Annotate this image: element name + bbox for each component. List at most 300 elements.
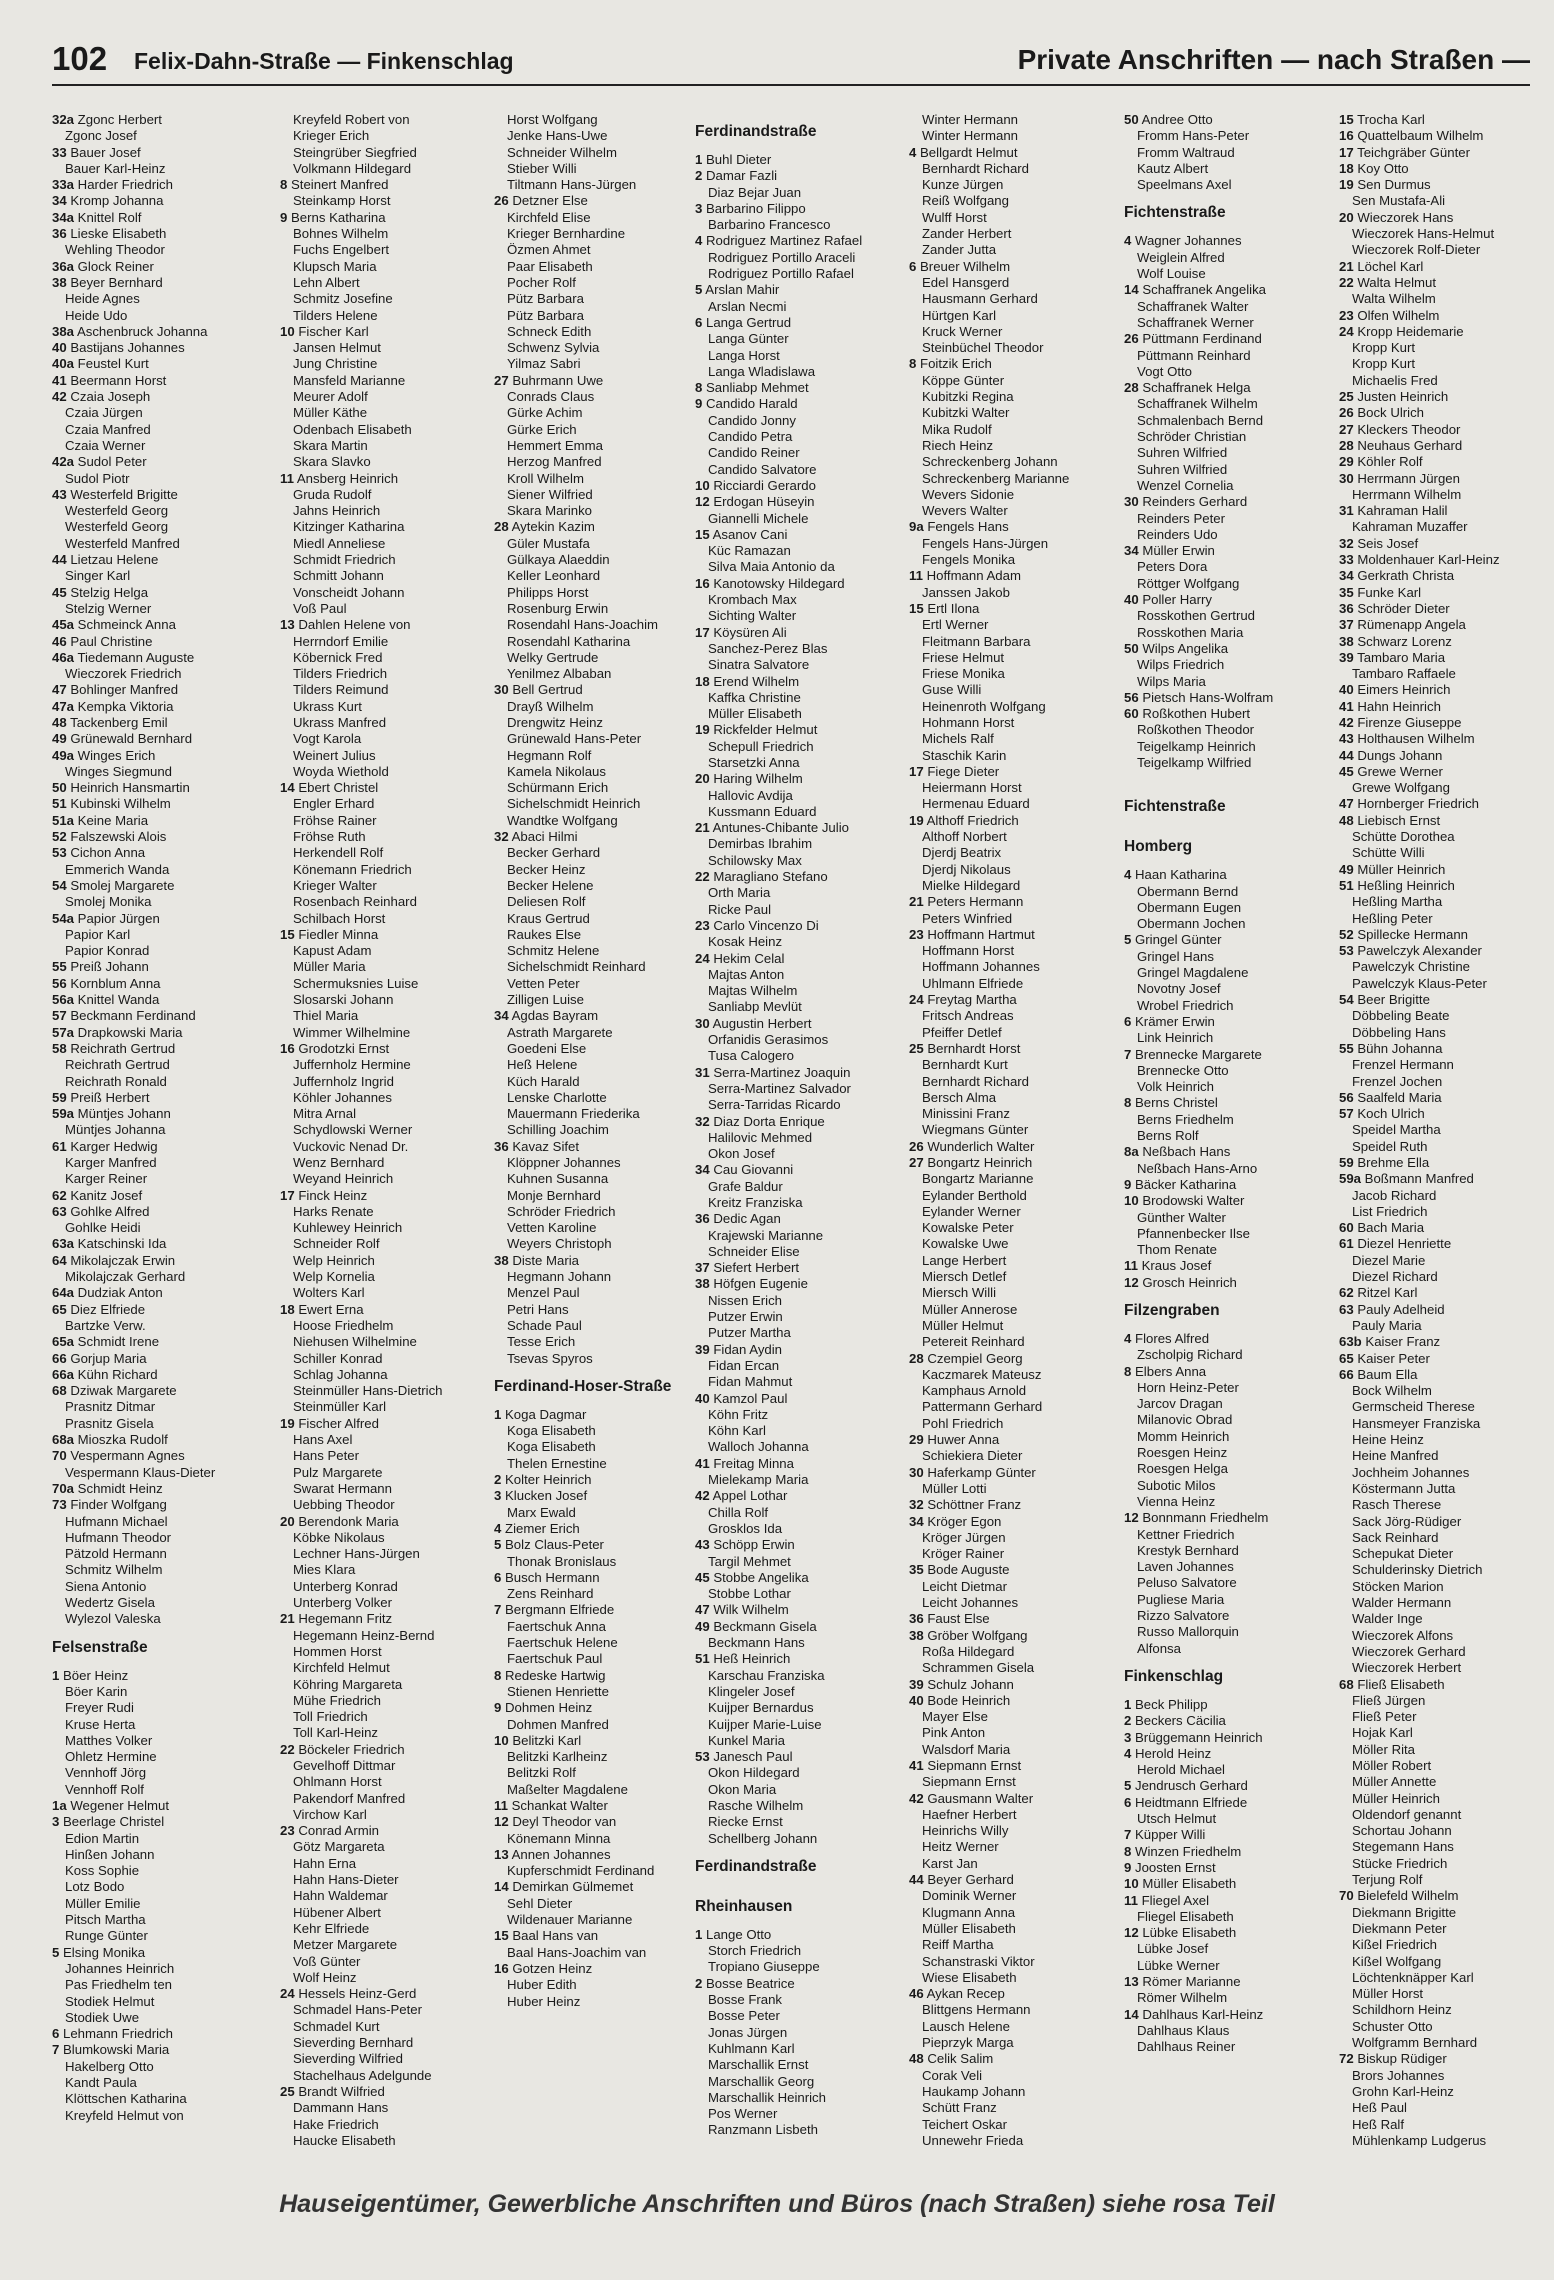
- list-item: [695, 1831, 900, 1847]
- list-item: [280, 1791, 485, 1807]
- resident-name: Schröder Dieter: [1353, 600, 1450, 616]
- list-item: [1124, 1909, 1329, 1925]
- house-number: 9: [494, 1700, 502, 1716]
- resident-name: Aytekin Kazim: [508, 519, 595, 535]
- resident-name: Hegemann Fritz: [294, 1611, 393, 1627]
- list-item: [280, 1465, 485, 1481]
- list-item: [494, 1008, 699, 1024]
- list-item: [494, 145, 699, 161]
- resident-name: Momm Heinrich: [1137, 1428, 1230, 1444]
- resident-name: Gringel Hans: [1137, 948, 1214, 964]
- resident-name: Majtas Anton: [708, 966, 785, 982]
- house-number: 28: [1339, 437, 1354, 453]
- list-item: [494, 1041, 699, 1057]
- list-item: [1339, 1399, 1544, 1415]
- list-item: [52, 1945, 257, 1961]
- house-number: 4: [909, 144, 917, 160]
- list-item: [695, 445, 900, 461]
- resident-name: Blittgens Hermann: [922, 2002, 1031, 2018]
- resident-name: Mauermann Friederika: [507, 1106, 640, 1122]
- list-item: [280, 731, 485, 747]
- resident-name: Erdogan Hüseyin: [709, 494, 815, 510]
- resident-name: Mansfeld Marianne: [293, 372, 406, 388]
- house-number: 39: [909, 1676, 924, 1692]
- house-number: 15: [494, 1928, 509, 1944]
- list-item: [695, 299, 900, 315]
- list-item: [280, 1269, 485, 1285]
- resident-name: Antunes-Chibante Julio: [709, 820, 849, 836]
- list-item: [695, 576, 900, 592]
- house-number: 2: [695, 1975, 703, 1991]
- list-item: [1339, 193, 1544, 209]
- list-item: [1124, 1608, 1329, 1624]
- list-item: [280, 1644, 485, 1660]
- list-item: [52, 1798, 257, 1814]
- list-item: [52, 1579, 257, 1595]
- list-item: [52, 308, 257, 324]
- resident-name: Lange Otto: [702, 1926, 772, 1942]
- list-item: [52, 682, 257, 698]
- list-item: [695, 396, 900, 412]
- house-number: 23: [695, 917, 710, 933]
- list-item: [494, 1269, 699, 1285]
- list-item: [52, 1514, 257, 1530]
- house-number: 57a: [52, 1024, 75, 1040]
- list-item: [494, 1765, 699, 1781]
- list-item: [494, 585, 699, 601]
- resident-name: Sudol Piotr: [65, 470, 130, 486]
- list-item: [280, 161, 485, 177]
- list-item: [280, 2002, 485, 2018]
- resident-name: Langa Gertrud: [702, 314, 792, 330]
- list-item: [52, 1432, 257, 1448]
- list-item: [1339, 813, 1544, 829]
- house-number: 11: [909, 568, 923, 584]
- list-item: [1124, 900, 1329, 916]
- list-item: [52, 503, 257, 519]
- house-number: 26: [1124, 331, 1139, 347]
- resident-name: Haukamp Johann: [922, 2083, 1026, 2099]
- list-item: [1124, 998, 1329, 1014]
- resident-name: Baum Ella: [1353, 1366, 1418, 1382]
- resident-name: Dedic Agan: [709, 1211, 781, 1227]
- resident-name: Schepukat Dieter: [1352, 1546, 1454, 1562]
- resident-name: Brodowski Walter: [1138, 1193, 1245, 1209]
- street-heading: Homberg: [1124, 838, 1193, 856]
- house-number: 34: [52, 193, 67, 209]
- list-item: [1339, 1921, 1544, 1937]
- list-item: [52, 1025, 257, 1041]
- list-item: [52, 585, 257, 601]
- list-item: [909, 1791, 1114, 1807]
- resident-name: Kaiser Peter: [1353, 1350, 1430, 1366]
- list-item: [494, 1351, 699, 1367]
- resident-name: Krämer Erwin: [1131, 1013, 1215, 1029]
- resident-name: Zander Jutta: [922, 242, 997, 258]
- house-number: 6: [1124, 1013, 1132, 1029]
- resident-name: Klucken Josef: [501, 1488, 588, 1504]
- list-item: [695, 1293, 900, 1309]
- list-item: [280, 487, 485, 503]
- house-number: 68a: [52, 1432, 75, 1448]
- resident-name: Steinmüller Karl: [293, 1399, 387, 1415]
- resident-name: Fengels Monika: [922, 552, 1016, 568]
- house-number: 26: [909, 1138, 924, 1154]
- list-item: [280, 422, 485, 438]
- list-item: [494, 1863, 699, 1879]
- list-item: [909, 1302, 1114, 1318]
- resident-name: Tilders Reimund: [293, 682, 389, 698]
- house-number: 12: [695, 494, 710, 510]
- list-item: [909, 275, 1114, 291]
- house-number: 31: [1339, 503, 1354, 519]
- resident-name: Jonas Jürgen: [708, 2024, 788, 2040]
- list-item: [1339, 1791, 1544, 1807]
- list-item: [1339, 650, 1544, 666]
- resident-name: Bach Maria: [1353, 1220, 1425, 1236]
- list-item: [695, 1309, 900, 1325]
- resident-name: Cichon Anna: [66, 845, 146, 861]
- house-number: 68: [52, 1383, 67, 1399]
- resident-name: Reinders Gerhard: [1138, 494, 1248, 510]
- house-number: 24: [909, 992, 924, 1008]
- resident-name: Kamphaus Arnold: [922, 1383, 1027, 1399]
- resident-name: Prasnitz Ditmar: [65, 1399, 156, 1415]
- house-number: 8a: [1124, 1144, 1139, 1160]
- list-item: [1339, 1008, 1544, 1024]
- resident-name: Kreyfeld Helmut von: [65, 2107, 184, 2123]
- resident-name: Hinßen Johann: [65, 1846, 155, 1862]
- list-item: [494, 1733, 699, 1749]
- resident-name: Elsing Monika: [59, 1944, 146, 1960]
- house-number: 66a: [52, 1366, 75, 1382]
- list-item: [909, 1954, 1114, 1970]
- list-item: [1339, 487, 1544, 503]
- resident-name: Langa Wladislawa: [708, 363, 816, 379]
- resident-name: Gruda Rudolf: [293, 486, 372, 502]
- list-item: [494, 1423, 699, 1439]
- list-item: [909, 911, 1114, 927]
- list-item: [52, 1139, 257, 1155]
- list-item: [909, 1188, 1114, 1204]
- resident-name: Vennhoff Rolf: [65, 1781, 144, 1797]
- house-number: 37: [695, 1260, 710, 1276]
- resident-name: Wagner Johannes: [1131, 233, 1242, 249]
- list-item: [52, 796, 257, 812]
- resident-name: Volk Heinrich: [1137, 1079, 1214, 1095]
- resident-name: Köhn Fritz: [708, 1406, 769, 1422]
- list-item: [695, 1554, 900, 1570]
- list-item: [695, 1456, 900, 1472]
- house-number: 61: [52, 1138, 67, 1154]
- list-item: [494, 340, 699, 356]
- list-item: [1124, 331, 1329, 347]
- house-number: 4: [695, 233, 703, 249]
- list-item: [52, 829, 257, 845]
- resident-name: Bock Wilhelm: [1352, 1383, 1432, 1399]
- resident-name: Becker Heinz: [507, 861, 586, 877]
- list-item: [695, 494, 900, 510]
- house-number: 9: [1124, 1176, 1132, 1192]
- resident-name: Kroll Wilhelm: [507, 470, 584, 486]
- resident-name: Bernhardt Richard: [922, 160, 1030, 176]
- resident-name: Sen Mustafa-Ali: [1352, 193, 1446, 209]
- resident-name: Okon Hildegard: [708, 1765, 800, 1781]
- resident-name: Schulderinsky Dietrich: [1352, 1562, 1483, 1578]
- resident-name: Pattermann Gerhard: [922, 1399, 1043, 1415]
- resident-name: Kröger Rainer: [922, 1546, 1005, 1562]
- list-item: [909, 1758, 1114, 1774]
- list-item: [1124, 641, 1329, 657]
- list-item: [52, 226, 257, 242]
- list-item: [1339, 1839, 1544, 1855]
- resident-name: Bernhardt Kurt: [922, 1057, 1008, 1073]
- list-item: [909, 1628, 1114, 1644]
- list-item: [52, 1700, 257, 1716]
- house-number: 5: [1124, 1778, 1132, 1794]
- resident-name: Fromm Waltraud: [1137, 144, 1235, 160]
- resident-name: Lenske Charlotte: [507, 1089, 607, 1105]
- house-number: 10: [695, 477, 710, 493]
- resident-name: Knittel Wanda: [74, 992, 160, 1008]
- house-number: 29: [909, 1432, 924, 1448]
- list-item: [280, 1204, 485, 1220]
- list-item: [280, 1220, 485, 1236]
- resident-name: Fidan Aydin: [709, 1341, 783, 1357]
- house-number: 62: [1339, 1285, 1354, 1301]
- list-item: [280, 454, 485, 470]
- resident-name: Bühn Johanna: [1353, 1040, 1443, 1056]
- resident-name: Miersch Willi: [922, 1285, 996, 1301]
- house-number: 63b: [1339, 1334, 1362, 1350]
- list-item: [695, 1374, 900, 1390]
- resident-name: Zgonc Herbert: [74, 112, 162, 127]
- list-item: [52, 1611, 257, 1627]
- resident-name: Neßbach Hans-Arno: [1137, 1160, 1258, 1176]
- resident-name: Kaiser Franz: [1361, 1334, 1441, 1350]
- resident-name: Hake Friedrich: [293, 2116, 379, 2132]
- resident-name: Aykan Recep: [923, 1986, 1005, 2002]
- resident-name: Bock Ulrich: [1353, 405, 1425, 421]
- house-number: 51: [52, 796, 67, 812]
- list-item: [280, 1351, 485, 1367]
- list-item: [1124, 494, 1329, 510]
- list-item: [909, 471, 1114, 487]
- list-item: [494, 1171, 699, 1187]
- list-item: [695, 315, 900, 331]
- resident-name: Freitag Minna: [709, 1455, 794, 1471]
- list-item: [909, 959, 1114, 975]
- house-number: 31: [695, 1064, 710, 1080]
- resident-name: Kleckers Theodor: [1353, 421, 1461, 437]
- resident-name: Hoffmann Johannes: [922, 959, 1040, 975]
- list-item: [1124, 1242, 1329, 1258]
- resident-name: Müller Maria: [293, 959, 366, 975]
- list-item: [52, 422, 257, 438]
- resident-name: Langa Günter: [708, 331, 789, 347]
- resident-name: Kuhnen Susanna: [507, 1171, 609, 1187]
- list-item: [1339, 1644, 1544, 1660]
- list-item: [695, 934, 900, 950]
- list-item: [1339, 210, 1544, 226]
- house-number: 45: [1339, 763, 1354, 779]
- resident-name: Diekmann Peter: [1352, 1920, 1447, 1936]
- resident-name: Kautz Albert: [1137, 160, 1209, 176]
- list-item: [1339, 1204, 1544, 1220]
- resident-name: Wiese Elisabeth: [922, 1969, 1017, 1985]
- list-item: [494, 1456, 699, 1472]
- resident-name: Kowalske Uwe: [922, 1236, 1009, 1252]
- list-item: [695, 527, 900, 543]
- resident-name: Fleitmann Barbara: [922, 633, 1031, 649]
- resident-name: Sichting Walter: [708, 608, 797, 624]
- house-number: 25: [1339, 389, 1354, 405]
- house-number: 57: [52, 1008, 67, 1024]
- resident-name: Sichelschmidt Heinrich: [507, 796, 641, 812]
- house-number: 37: [1339, 617, 1354, 633]
- resident-name: Stobbe Angelika: [709, 1569, 809, 1585]
- resident-name: Bongartz Heinrich: [923, 1155, 1033, 1170]
- house-number: 34: [1124, 543, 1139, 559]
- resident-name: Walloch Johanna: [708, 1439, 809, 1455]
- resident-name: Sinatra Salvatore: [708, 657, 810, 673]
- list-item: [1124, 1128, 1329, 1144]
- list-item: [1339, 1628, 1544, 1644]
- list-item: [1124, 299, 1329, 315]
- resident-name: Herzog Manfred: [507, 454, 602, 470]
- list-item: [1339, 291, 1544, 307]
- resident-name: Bielefeld Wilhelm: [1353, 1888, 1459, 1904]
- resident-name: Kruse Herta: [65, 1716, 136, 1732]
- house-number: 36: [695, 1211, 710, 1227]
- resident-name: Papior Konrad: [65, 943, 150, 959]
- list-item: [1124, 608, 1329, 624]
- house-number: 12: [1124, 1510, 1139, 1526]
- resident-name: Heidtmann Elfriede: [1131, 1794, 1248, 1810]
- house-number: 17: [909, 763, 924, 779]
- list-item: [52, 1220, 257, 1236]
- resident-name: Ukrass Kurt: [293, 698, 362, 714]
- list-item: [280, 1823, 485, 1839]
- list-item: [695, 1733, 900, 1749]
- list-item: [1124, 690, 1329, 706]
- resident-name: Steinkamp Horst: [293, 193, 391, 209]
- list-item: [52, 1733, 257, 1749]
- list-item: [1124, 965, 1329, 981]
- resident-name: Berns Katharina: [287, 209, 386, 225]
- resident-name: Olfen Wilhelm: [1353, 307, 1440, 323]
- resident-name: Grünewald Bernhard: [66, 731, 193, 747]
- resident-name: Maragliano Stefano: [709, 869, 828, 885]
- house-number: 30: [695, 1015, 710, 1031]
- resident-name: Jarcov Dragan: [1137, 1396, 1223, 1412]
- list-item: [280, 1611, 485, 1627]
- resident-name: Fromm Hans-Peter: [1137, 128, 1250, 144]
- house-number: 33a: [52, 177, 75, 193]
- list-item: [909, 389, 1114, 405]
- resident-name: Breuer Wilhelm: [916, 258, 1011, 274]
- resident-name: Fengels Hans: [923, 519, 1009, 535]
- house-number: 38a: [52, 323, 75, 339]
- list-item: [909, 454, 1114, 470]
- list-item: [280, 796, 485, 812]
- house-number: 47: [1339, 796, 1354, 812]
- resident-name: Zscholpig Richard: [1137, 1347, 1243, 1363]
- list-item: [695, 755, 900, 771]
- resident-name: Trocha Karl: [1353, 112, 1425, 127]
- list-item: [494, 1074, 699, 1090]
- resident-name: Kruck Werner: [922, 323, 1003, 339]
- list-item: [494, 1488, 699, 1504]
- list-item: [909, 2100, 1114, 2116]
- resident-name: Wenzel Cornelia: [1137, 477, 1234, 493]
- list-item: [695, 217, 900, 233]
- list-item: [280, 2051, 485, 2067]
- list-item: [494, 1090, 699, 1106]
- list-item: [1124, 884, 1329, 900]
- list-item: [695, 641, 900, 657]
- resident-name: Stachelhaus Adelgunde: [293, 2067, 432, 2083]
- resident-name: Köhler Johannes: [293, 1089, 392, 1105]
- resident-name: Winter Hermann: [922, 112, 1019, 127]
- house-number: 28: [494, 519, 509, 535]
- list-item: [280, 536, 485, 552]
- resident-name: Joosten Ernst: [1131, 1859, 1216, 1875]
- house-number: 15: [909, 600, 924, 616]
- list-item: [695, 690, 900, 706]
- list-item: [280, 1595, 485, 1611]
- resident-name: Köbke Nikolaus: [293, 1529, 385, 1545]
- list-item: [909, 1611, 1114, 1627]
- resident-name: Wandtke Wolfgang: [507, 812, 618, 828]
- street-heading: Ferdinand-Hoser-Straße: [494, 1377, 672, 1395]
- house-number: 18: [280, 1301, 295, 1317]
- list-item: [909, 894, 1114, 910]
- house-number: 13: [280, 617, 295, 633]
- house-number: 32: [909, 1497, 924, 1513]
- directory-column: [280, 112, 485, 2149]
- house-number: 68: [1339, 1676, 1354, 1692]
- house-number: 7: [1124, 1827, 1132, 1843]
- resident-name: Müller Heinrich: [1353, 861, 1446, 877]
- list-item: [494, 324, 699, 340]
- resident-name: Fidan Ercan: [708, 1357, 780, 1373]
- list-item: [52, 1717, 257, 1733]
- resident-name: Schermuksnies Luise: [293, 975, 419, 991]
- resident-name: Tackenberg Emil: [66, 714, 168, 730]
- list-item: [1124, 1925, 1329, 1941]
- resident-name: Schaffranek Helga: [1138, 380, 1251, 396]
- list-item: [1124, 1713, 1329, 1729]
- list-item: [494, 1586, 699, 1602]
- list-item: [280, 845, 485, 861]
- resident-name: Tiedemann Auguste: [74, 649, 195, 665]
- house-number: 26: [494, 193, 509, 209]
- resident-name: Jendrusch Gerhard: [1131, 1778, 1248, 1794]
- list-item: [52, 1253, 257, 1269]
- resident-name: Astrath Margarete: [507, 1024, 613, 1040]
- list-item: [1339, 894, 1544, 910]
- resident-name: Götz Margareta: [293, 1839, 385, 1855]
- list-item: [494, 1814, 699, 1830]
- list-item: [1339, 259, 1544, 275]
- house-number: 34: [695, 1162, 710, 1178]
- resident-name: Thonak Bronislaus: [507, 1553, 617, 1569]
- list-item: [494, 242, 699, 258]
- list-item: [695, 413, 900, 429]
- house-number: 41: [52, 372, 67, 388]
- list-item: [1124, 559, 1329, 575]
